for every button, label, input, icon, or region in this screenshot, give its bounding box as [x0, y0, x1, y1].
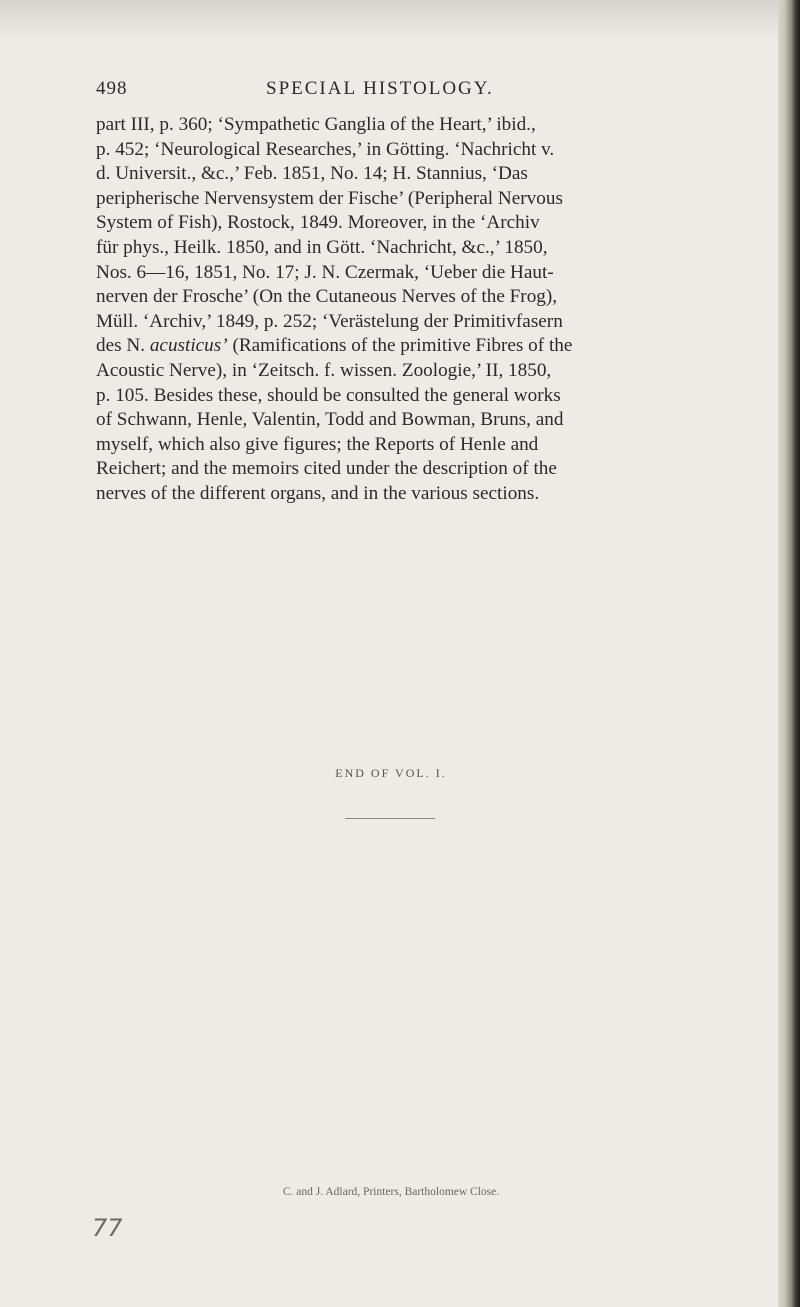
text-line: part III, p. 360; ‘Sympathetic Ganglia of the Heart,’ ibid., — [96, 114, 536, 135]
page-edge-shadow — [778, 0, 800, 1307]
text-line: of Schwann, Henle, Valentin, Todd and Bowman, Bruns, and — [96, 409, 564, 431]
text-line: d. Universit., &c.,’ Feb. 1851, No. 14; H. Stannius, ‘Das — [96, 163, 528, 185]
text-line: nerven der Frosche’ (On the Cutaneous Nerves of the Frog), — [96, 286, 558, 308]
end-of-volume-mark: END OF VOL. I. — [335, 766, 447, 780]
running-head — [96, 72, 706, 102]
text-line: p. 452; ‘Neurological Researches,’ in Götting. ‘Nachricht v. — [96, 138, 555, 160]
text-line: Acoustic Nerve), in ‘Zeitsch. f. wissen. Zoologie,’ II, 1850, — [96, 359, 552, 381]
text-line: p. 105. Besides these, should be consulted the general works — [96, 384, 561, 406]
running-title: SPECIAL HISTOLOGY. — [266, 78, 494, 99]
text-line: Müll. ‘Archiv,’ 1849, p. 252; ‘Verästelung der Primitivfasern — [96, 310, 563, 332]
text-line: peripherische Nervensystem der Fische’ (Peripheral Nervous — [96, 187, 563, 209]
text-line: des N. acusticus’ (Ramifications of the primitive Fibres of the — [96, 335, 573, 357]
text-line: Reichert; and the memoirs cited under the description of the — [96, 458, 557, 480]
divider-rule — [345, 818, 435, 819]
printer-imprint: C. and J. Adlard, Printers, Bartholomew Close. — [282, 1186, 500, 1198]
text-line: myself, which also give figures; the Reports of Henle and — [96, 433, 539, 455]
text-line: System of Fish), Rostock, 1849. Moreover, in the ‘Archiv — [96, 212, 540, 234]
page-top-shadow — [0, 0, 782, 40]
body-paragraph — [96, 113, 716, 507]
text-line: für phys., Heilk. 1850, and in Gött. ‘Nachricht, &c.,’ 1850, — [96, 236, 548, 258]
text-line: Nos. 6—16, 1851, No. 17; J. N. Czermak, ‘Ueber die Haut- — [96, 261, 554, 283]
handwritten-mark: 77 — [92, 1214, 123, 1242]
page-number: 498 — [96, 78, 128, 99]
text-line: nerves of the different organs, and in the various sections. — [96, 482, 540, 504]
